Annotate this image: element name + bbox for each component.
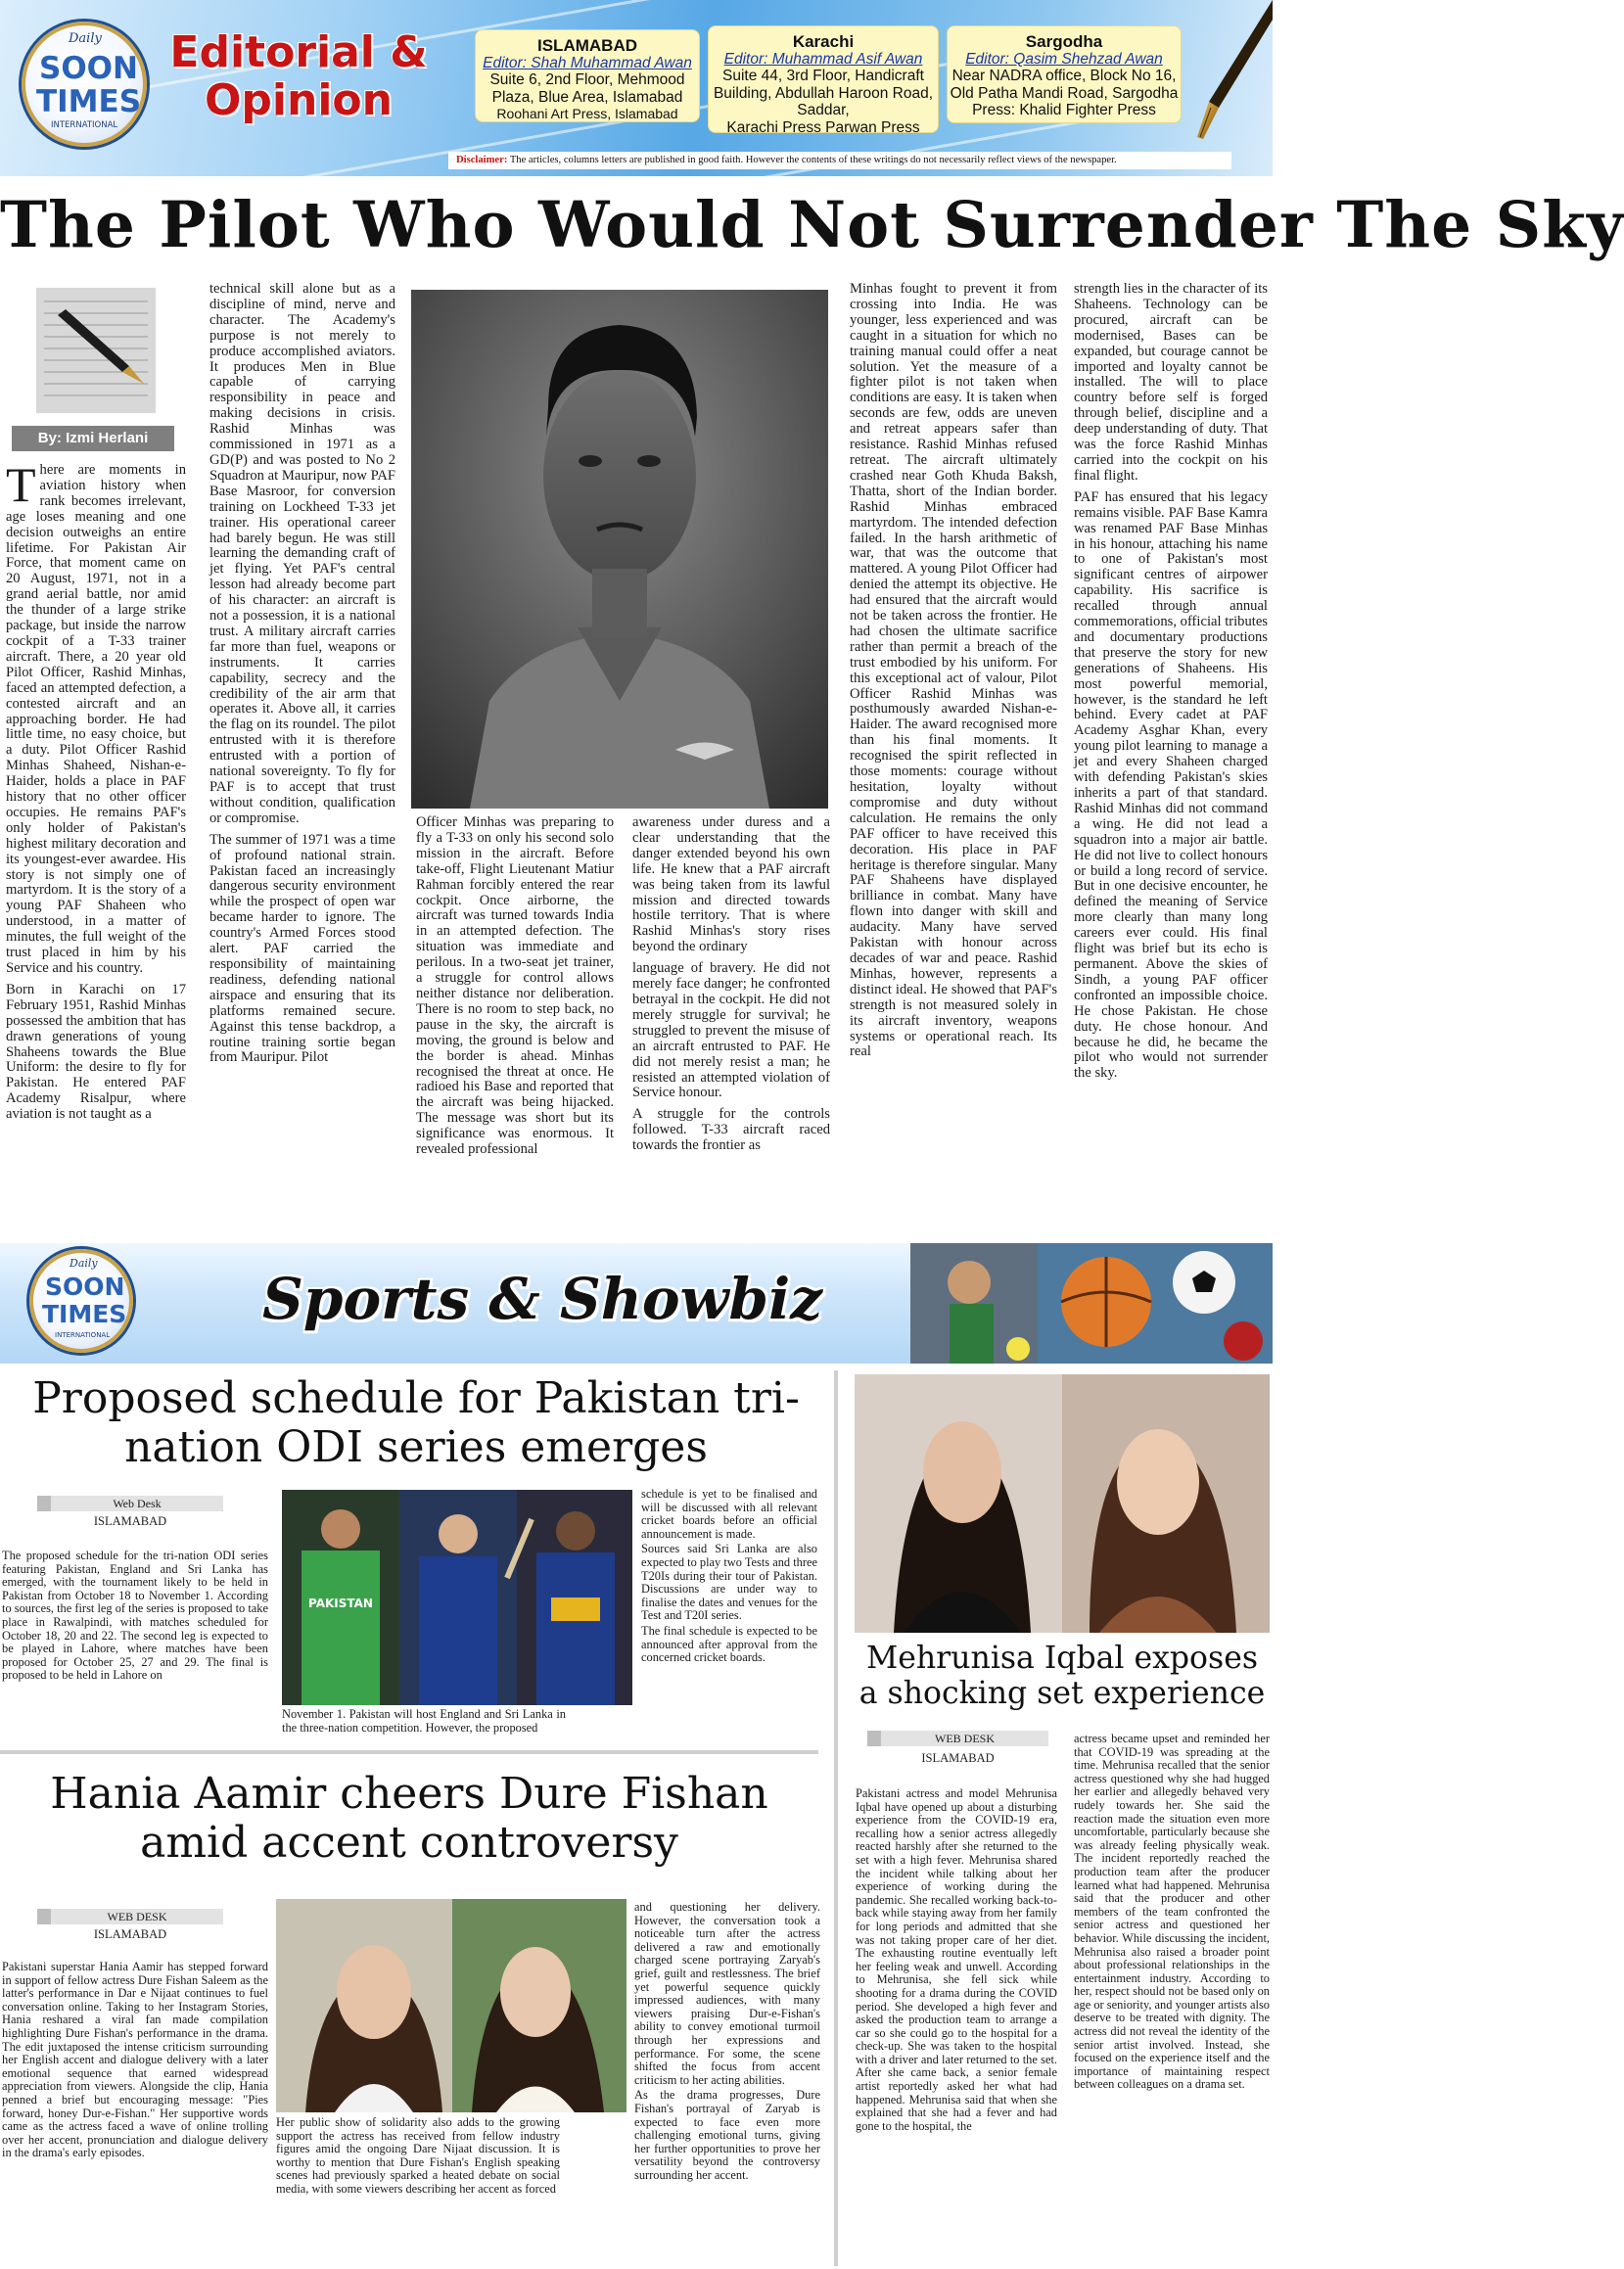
logo-daily: Daily	[69, 31, 102, 46]
hania-column-3	[634, 1901, 820, 2265]
hania-column-1	[2, 1961, 268, 2266]
paragraph: actress became upset and reminded her that COVID-19 was spreading at the time. Mehrunisa recalled that the senior actress questioned why she had hugged her earlier and allegedly behaved very rudely towards her. She said the reaction made the situation even more uncomfortable, particularly because she was already feeling physically weak. The incident reportedly reached the production team after the producer learned what had happened. Mehrunisa said that the producer and other members of the team confronted the senior actress and questioned her behavior. While discussing the incident, Mehrunisa also raised a broader point about professional relationships in the entertainment industry. According to her, respect should not be based only on age or seniority, and younger artists also deserve to be treated with dignity. The actress did not reveal the identity of the senior artist involved. Instead, she focused on the experience itself and the importance of maintaining respect between colleagues on a drama set.	[1074, 1732, 1270, 2092]
logo-soon: SOON	[39, 51, 138, 86]
paragraph: PAF has ensured that his legacy remains visible. PAF Base Kamra was renamed PAF Base Minhas in his honour, attaching his name to one of Pakistan's most significant centres of airpower capability. His sacrifice is recalled through annual commemorations, official tributes and documentary productions that preserve the story for new generations of Shaheens. His most powerful memorial, however, is the standard he left behind. Every cadet at PAF Academy Asghar Khan, every young pilot learning to manage a jet and every Shaheen charged with defending Pakistan's skies inherits a part of that standard. Rashid Minhas did not command a wing. He did not lead a squadron into a major air battle. He did not live to collect honours or build a long record of service. But in one decisive encounter, he defined the meaning of Service more clearly than many long careers ever could. His final flight was brief but its echo is permanent. Above the skies of Sindh, a young PAF officer confronted an impossible choice. He chose Pakistan. He chose duty. He chose honour. And because he did, he became the pilot who would not surrender the sky.	[1074, 488, 1268, 1082]
mehrunisa-headline	[852, 1641, 1273, 1711]
article-column-5	[850, 282, 1057, 1241]
odi-headline	[0, 1374, 832, 1472]
disclaimer	[448, 152, 1231, 169]
editor-press: Karachi Press Parwan Press	[726, 118, 920, 136]
paragraph: Her public show of solidarity also adds to the growing support the actress has received from fellow industry figures amid the ongoing Dare Nijaat discussion. It is worthy to mention that Dure Fishan's English speaking scenes had previously sparked a heated debate on social media, with some viewers describing her accent as forced	[276, 2115, 560, 2196]
paragraph: Pakistani superstar Hania Aamir has stepped forward in support of fellow actress Dure Fishan Saleem as the latter's performance in Dar e Nijaat continues to fuel conversation online. Taking to her Instagram Stories, Hania reshared a viral fan made compilation highlighting Dure Fishan's performance in the drama. The edit juxtaposed the intense criticism surrounding her English accent and dialogue delivery with a later emotional sequence that earned widespread appreciation from viewers. Alongside the clip, Hania penned a brief but encouraging message: "Pies forward, honey Dur-e-Fishan." Her supportive words came as the actress faced a wave of online trolling over her accent, pronunciation and dialogue delivery in the drama's early episodes.	[2, 1960, 268, 2160]
pen-on-paper-image	[36, 288, 156, 413]
editor-address: Suite 44, 3rd Floor, Handicraft Building, Abdullah Haroon Road, Saddar,	[713, 68, 934, 118]
section-title-line1: Editorial &	[169, 27, 428, 77]
paragraph: schedule is yet to be finalised and will be discussed with all relevant cricket boards before an official announcement is made.	[641, 1487, 817, 1541]
odi-headline-line2: nation ODI series emerges	[124, 1422, 708, 1472]
pilot-portrait-photo	[411, 290, 828, 809]
section-title	[157, 29, 441, 125]
cricketers-photo	[282, 1490, 632, 1705]
section-title-line2: Opinion	[205, 75, 393, 125]
editor-box-islamabad	[475, 29, 700, 122]
drop-cap: T	[6, 457, 36, 512]
byline: By: Izmi Herlani	[12, 426, 174, 451]
logo-daily: Daily	[70, 1257, 98, 1270]
actresses-photo	[276, 1899, 626, 2112]
paragraph: strength lies in the character of its Shaheens. Technology can be procured, aircraft can be modernised, Bases can be expanded, but courage cannot be imported and loyalty cannot be installed. The will to place country before self is forged through belief, discipline and a deep understanding of duty. That was the force Rashid Minhas carried into the cockpit on his final flight.	[1074, 281, 1268, 484]
editor-box-sargodha	[947, 25, 1182, 123]
mehrunisa-headline-line1: Mehrunisa Iqbal exposes	[866, 1641, 1258, 1676]
odi-column-1	[2, 1550, 268, 1726]
odi-column-3	[641, 1488, 817, 1733]
editor-press: Press: Khalid Fighter Press	[972, 102, 1156, 118]
editor-address: Suite 6, 2nd Floor, Mehmood Plaza, Blue Area, Islamabad	[489, 71, 685, 106]
editor-city: ISLAMABAD	[537, 36, 637, 55]
paragraph: The proposed schedule for the tri-nation ODI series featuring Pakistan, England and Sri Lanka has emerged, with the tournament likely to be held in Pakistan from October 18 to November 1. According to sources, the first leg of the series is proposed to take place in Rawalpindi, with matches scheduled for October 18, 20 and 22. The second leg is expected to be played in Lahore, where matches have been proposed for October 25, 27 and 29. The final is proposed to be held in Lahore on	[2, 1549, 268, 1683]
desk-label: WEB DESK	[37, 1909, 223, 1924]
mehrunisa-headline-line2: a shocking set experience	[858, 1676, 1266, 1711]
section-divider	[0, 1750, 818, 1754]
logo-tagline: INTERNATIONAL	[55, 1331, 111, 1339]
hania-headline-line2: amid accent controversy	[140, 1818, 678, 1868]
article-column-3	[416, 815, 614, 1238]
editor-box-karachi	[708, 25, 939, 136]
odi-headline-line1: Proposed schedule for Pakistan tri-	[32, 1373, 800, 1423]
odi-column-2	[282, 1708, 566, 1747]
editor-name[interactable]: Editor: Muhammad Asif Awan	[723, 51, 923, 68]
hania-headline	[0, 1770, 818, 1868]
mehrunisa-column-2	[1074, 1733, 1270, 2266]
article-headline: The Pilot Who Would Not Surrender The Sky	[0, 188, 1624, 262]
paragraph: As the drama progresses, Dure Fishan's portrayal of Zaryab is expected to face even more challenging emotional turns, giving her further opportunities to prove her versatility beyond the controversy surrounding her accent.	[634, 2088, 820, 2182]
paragraph: awareness under duress and a clear understanding that the danger extended beyond his own life. He knew that a PAF aircraft was being taken from its lawful mission and directed towards hostile territory. That is where Rashid Minhas's story rises beyond the ordinary	[632, 814, 830, 955]
dateline: ISLAMABAD	[93, 1927, 167, 1941]
paragraph: technical skill alone but as a discipline of mind, nerve and character. The Academy's purpose is not merely to produce accomplished aviators. It produces Men in Blue capable of carrying responsibility in peace and making decisions in crisis. Rashid Minhas was commissioned in 1971 as a GD(P) and was posted to No 2 Squadron at Mauripur, now PAF Base Masroor, for conversion training on Lockheed T-33 jet trainer. His operational career had barely begun. He was still learning the demanding craft of jet flying. Yet PAF's central lesson had already become part of his character: an aircraft is not a possession, it is a national trust. A military aircraft carries far more than fuel, weapons or instruments. It carries capability, secrecy and the credibility of the air arm that operates it. Above all, it carries the flag on its roundel. The pilot entrusted with it is therefore entrusted with a portion of national sovereignty. To fly for PAF is to accept that trust without condition, qualification or compromise.	[209, 281, 395, 826]
sports-showbiz-banner	[0, 1243, 1273, 1364]
paragraph: Minhas fought to prevent it from crossing into India. He was younger, less experienced and was caught in a situation for which no training manual could offer a neat solution. Yet the measure of a fighter pilot is not taken when conditions are easy. It is taken when seconds are few, odds are uneven and retreat appears safer than resistance. Rashid Minhas refused retreat. The aircraft ultimately crashed near Goth Khuda Baksh, Thatta, short of the Indian border. Rashid Minhas embraced martyrdom. The intended defection failed. In the harsh arithmetic of war, that was the outcome that mattered. A young Pilot Officer had denied the attempt its objective. He had ensured that the aircraft would not be taken across the frontier. He had chosen the ultimate sacrifice rather than permit a breach of the trust embodied by his uniform. For this exceptional act of valour, Pilot Officer Rashid Minhas was posthumously awarded Nishan-e-Haider. The award recognised more than his final moments. It recognised the spirit reflected in those moments: courage without hesitation, loyalty without compromise and duty without calculation. He remains the only PAF officer to have received this decoration. His place in PAF heritage is therefore singular. Many PAF Shaheens have displayed brilliance in combat. Many have flown into danger with skill and audacity. Many have served Pakistan with honour across decades of war and peace. Rashid Minhas, however, represents a distinct ideal. He showed that PAF's strength is not measured solely in its aircraft inventory, weapons systems or operational reach. Its real	[850, 281, 1057, 1060]
dateline: ISLAMABAD	[921, 1751, 995, 1765]
mehrunisa-column-1	[856, 1787, 1057, 2265]
svg-text:PAKISTAN: PAKISTAN	[308, 1597, 373, 1610]
soon-times-logo	[29, 1249, 133, 1353]
mehrunisa-photo	[855, 1374, 1270, 1633]
article-column-4	[632, 815, 830, 1238]
hania-column-2	[276, 2116, 560, 2263]
article-column-1	[6, 457, 186, 1246]
article-column-2	[209, 282, 395, 1241]
disclaimer-label: Disclaimer:	[456, 155, 508, 165]
sports-section-title: Sports & Showbiz	[262, 1266, 823, 1332]
article-column-6	[1074, 282, 1268, 1241]
sports-collage-image	[910, 1243, 1273, 1364]
logo-times: TIMES	[42, 1300, 127, 1328]
soon-times-logo	[22, 22, 147, 147]
paragraph: The final schedule is expected to be announced after approval from the concerned cricket boards.	[641, 1623, 817, 1665]
column-divider	[834, 1370, 838, 2266]
logo-soon: SOON	[45, 1273, 125, 1301]
hania-headline-line1: Hania Aamir cheers Dure Fishan	[50, 1769, 768, 1819]
editor-press: Roohani Art Press, Islamabad	[496, 106, 678, 121]
paragraph: A struggle for the controls followed. T-33 aircraft raced towards the frontier as	[632, 1106, 830, 1154]
disclaimer-text: The articles, columns letters are published in good faith. However the contents of these writings do not necessarily reflect views of the newspaper.	[507, 155, 1117, 165]
logo-times: TIMES	[36, 84, 142, 119]
editor-name[interactable]: Editor: Shah Muhammad Awan	[483, 55, 692, 71]
paragraph: Officer Minhas was preparing to fly a T-33 on only his second solo mission in the aircraft. Before take-off, Flight Lieutenant Matiur Rahman forcibly entered the rear cockpit. Once airborne, the aircraft was turned towards India in an attempted defection. The situation was immediate and perilous. In a two-seat jet trainer, a struggle for control allows neither distance nor deliberation. There is no room to step back, no pause in the sky, the aircraft is moving, the ground is below and the border is ahead. Minhas recognised the threat at once. He radioed his Base and reported that the aircraft was being hijacked. The message was short but its significance was enormous. It revealed professional	[416, 814, 614, 1158]
fountain-pen-icon	[1189, 0, 1273, 147]
logo-tagline: INTERNATIONAL	[51, 120, 118, 130]
paragraph: Pakistani actress and model Mehrunisa Iqbal have opened up about a disturbing experience from the COVID-19 era, recalling how a senior actress allegedly reacted harshly after she returned to the set with a high fever. Mehrunisa shared the incident while talking about her experience of working during the pandemic. She recalled working back-to-back while staying away from her family for long periods and admitted that she was not taking proper care of her diet. The exhausting routine eventually left her feeling weak and unwell. According to Mehrunisa, she fell sick while shooting for a drama during the COVID period. She developed a high fever and asked the production team to arrange a car so she could go to the hospital for a check-up. She was taken to the hospital with a driver and later returned to the set. After she came back, a senior female artist reportedly asked her what had happened. Mehrunisa said that when she explained that she had a fever and had gone to the hospital, the	[856, 1786, 1057, 2133]
dateline: ISLAMABAD	[93, 1514, 167, 1528]
desk-label: Web Desk	[37, 1496, 223, 1511]
paragraph: language of bravery. He did not merely face danger; he confronted betrayal in the cockpit. He did not merely struggle for survival; he struggled to prevent the misuse of an aircraft entrusted to PAF. He did not merely resist a man; he resisted an attempted violation of Service honour.	[632, 960, 830, 1101]
paragraph: here are moments in aviation history when rank becomes irrelevant, age loses meaning and one decision outweighs an entire lifetime. For Pakistan Air Force, that moment came on 20 August, 1971, not in a grand aerial battle, nor amid the thunder of a large strike package, but inside the narrow cockpit of a T-33 trainer aircraft. There, a 20 year old Pilot Officer, Rashid Minhas, faced an attempted defection, a contested aircraft and an approaching border. He had little time, no easy choice, but a duty. Pilot Officer Rashid Minhas Shaheed, Nishan-e-Haider, holds a place in PAF history that no other officer occupies. He remains PAF's only holder of Pakistan's highest military decoration and its youngest-ever awardee. His story is not simply one of martyrdom. It is the story of a young PAF Shaheen who understood, in a matter of minutes, the full weight of the trust placed in him by his Service and his country.	[6, 462, 186, 976]
editor-city: Sargodha	[1025, 32, 1103, 51]
editor-city: Karachi	[792, 32, 855, 51]
editor-address: Near NADRA office, Block No 16, Old Patha Mandi Road, Sargodha	[950, 68, 1179, 102]
paragraph: Sources said Sri Lanka are also expected to play two Tests and three T20Is during their tour of Pakistan. Discussions are under way to finalise the dates and venues for the Test and T20I series.	[641, 1542, 817, 1623]
paragraph: The summer of 1971 was a time of profound national strain. Pakistan faced an increasingly dangerous security environment while the prospect of open war became harder to ignore. The country's Armed Forces stood alert. PAF carried the responsibility of maintaining readiness, defending national airspace and ensuring that its platforms remained secure. Against this tense backdrop, a routine training sortie began from Mauripur. Pilot	[209, 831, 395, 1066]
masthead-banner	[0, 0, 1273, 176]
editor-name[interactable]: Editor: Qasim Shehzad Awan	[965, 51, 1163, 68]
paragraph: Born in Karachi on 17 February 1951, Rashid Minhas possessed the ambition that has drawn generations of young Shaheens towards the Blue Uniform: the desire to fly for Pakistan. He entered PAF Academy Risalpur, where aviation is not taught as a	[6, 981, 186, 1123]
paragraph: November 1. Pakistan will host England and Sri Lanka in the three-nation competition. However, the proposed	[282, 1707, 566, 1735]
desk-label: WEB DESK	[867, 1731, 1048, 1746]
paragraph: and questioning her delivery. However, the conversation took a noticeable turn after the actress delivered a raw and emotionally charged scene portraying Zaryab's grief, guilt and restlessness. The brief yet powerful sequence quickly impressed audiences, with many viewers praising Dur-e-Fishan's ability to convey emotional turmoil through her expressions and performance. For some, the scene shifted the focus from accent criticism to her acting abilities.	[634, 1900, 820, 2087]
